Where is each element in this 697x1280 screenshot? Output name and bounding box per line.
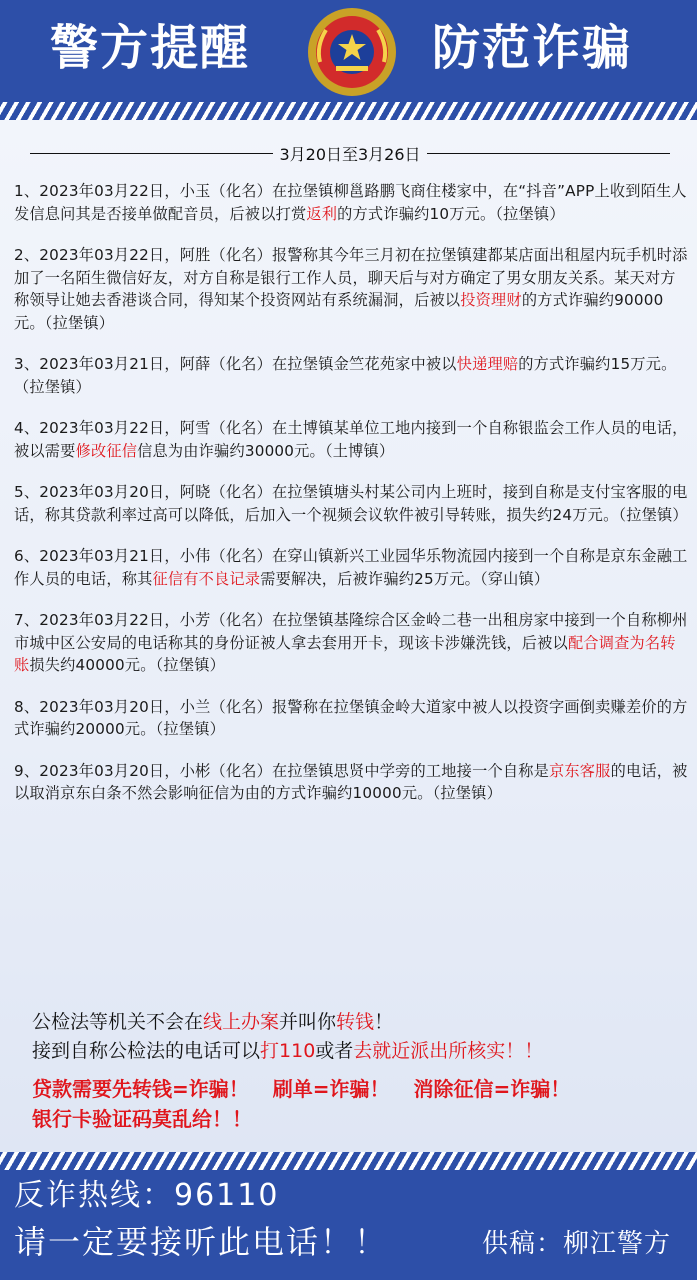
highlight-text: 征信有不良记录: [152, 569, 261, 588]
date-range-line: [30, 142, 670, 165]
case-text: 信息为由诈骗约30000元。（土博镇）: [137, 441, 395, 460]
header-left-title: 警方提醒: [50, 20, 251, 76]
case-text: 的方式诈骗约15万元。（拉堡镇）: [14, 355, 677, 396]
case-item: [14, 609, 689, 677]
warning-line: [32, 1037, 672, 1066]
warning-block: [32, 1008, 672, 1066]
right-rule: [427, 153, 670, 154]
header-right-title: 防范诈骗: [432, 20, 633, 76]
case-item: [14, 481, 689, 526]
case-text: 需要解决，后被诈骗约25万元。（穿山镇）: [260, 569, 550, 588]
top-stripe-divider: [0, 102, 697, 120]
date-range: 3月20日至3月26日: [279, 145, 421, 164]
case-item: [14, 180, 689, 225]
slogan-credit: 消除征信=诈骗！: [413, 1077, 571, 1101]
case-text: 5、2023年03月20日，阿晓（化名）在拉堡镇塘头村某公司内上班时，接到自称是支付宝客服的电话，称其贷款利率过高可以降低，后加入一个视频会议软件被引导转账，损失约24万元。（拉堡镇）: [14, 483, 688, 524]
warning-text: 并叫你: [279, 1011, 337, 1033]
case-item: [14, 244, 689, 334]
warning-text: 公检法等机关不会在: [32, 1011, 204, 1033]
highlight-text: 去就近派出所核实！！: [353, 1040, 544, 1062]
case-text: 4、2023年03月22日，阿雪（化名）在土博镇某单位工地内接到一个自称银监会工作人员的电话，被以需要: [14, 419, 688, 460]
case-text: 6、2023年03月21日，小伟（化名）在穿山镇新兴工业园华乐物流园内接到一个自称是京东金融工作人员的电话，称其: [14, 547, 688, 588]
highlight-text: 快递理赔: [456, 355, 519, 373]
warning-line: [32, 1008, 672, 1037]
highlight-text: 转钱: [336, 1011, 375, 1033]
warning-text: ！: [374, 1011, 394, 1033]
slogan-loan: 贷款需要先转钱=诈骗！: [32, 1077, 249, 1101]
case-item: [14, 696, 689, 741]
slogan-brush: 刷单=诈骗！: [272, 1077, 390, 1101]
highlight-text: 返利: [306, 204, 338, 223]
answer-call-text: 请一定要接听此电话！！: [14, 1223, 389, 1261]
header-banner: [0, 0, 697, 104]
hotline-text: 反诈热线：96110: [14, 1178, 280, 1213]
case-item: [14, 417, 689, 462]
case-item: [14, 760, 689, 805]
case-text: 3、2023年03月21日，阿薛（化名）在拉堡镇金竺花苑家中被以: [14, 355, 457, 373]
bottom-stripe-divider: [0, 1152, 697, 1170]
highlight-text: 打110: [260, 1040, 316, 1062]
case-text: 的方式诈骗约10万元。（拉堡镇）: [337, 204, 565, 223]
highlight-text: 京东客服: [549, 761, 611, 780]
case-item: [14, 353, 689, 398]
highlight-text: 配合调查为名转账: [14, 633, 676, 674]
case-item: [14, 545, 689, 590]
case-text: 7、2023年03月22日，小芳（化名）在拉堡镇基隆综合区金岭二巷一出租房家中接到一个自称柳州市城中区公安局的电话称其的身份证被人拿去套用开卡，现该卡涉嫌洗钱，后被以: [14, 611, 688, 652]
left-rule: [30, 153, 273, 154]
case-text: 的电话，被以取消京东白条不然会影响征信为由的方式诈骗约10000元。（拉堡镇）: [14, 761, 688, 802]
case-text: 2、2023年03月22日，阿胜（化名）报警称其今年三月初在拉堡镇建都某店面出租屋内玩手机时添加了一名陌生微信好友，对方自称是银行工作人员，聊天后与对方确定了男女朋友关系。某天对方称领导让她去香港谈合同，得知某个投资网站有系统漏洞，后被以: [14, 246, 688, 309]
highlight-text: 线上办案: [203, 1011, 280, 1033]
slogan-block: [32, 1074, 682, 1134]
source-credit: 供稿：柳江警方: [482, 1229, 672, 1259]
case-text: 1、2023年03月22日，小玉（化名）在拉堡镇柳邕路鹏飞商住楼家中，在“抖音”APP上收到陌生人发信息问其是否接单做配音员，后被以打赏: [14, 182, 687, 223]
highlight-text: 修改征信: [75, 441, 138, 460]
case-text: 8、2023年03月20日，小兰（化名）报警称在拉堡镇金岭大道家中被人以投资字画倒卖赚差价的方式诈骗约20000元。（拉堡镇）: [14, 697, 688, 738]
slogan-line-1: [32, 1074, 682, 1104]
police-emblem-icon: [306, 6, 398, 98]
case-text: 的方式诈骗约90000元。（拉堡镇）: [14, 291, 664, 332]
case-list: [14, 180, 689, 824]
highlight-text: 投资理财: [460, 291, 522, 309]
footer-banner: [0, 1170, 697, 1280]
case-text: 损失约40000元。（拉堡镇）: [29, 656, 225, 674]
notice-content: [0, 120, 697, 1152]
warning-text: 或者: [315, 1040, 354, 1062]
case-text: 9、2023年03月20日，小彬（化名）在拉堡镇思贤中学旁的工地接一个自称是: [14, 761, 550, 780]
slogan-line-2: 银行卡验证码莫乱给！！: [32, 1107, 252, 1131]
warning-text: 接到自称公检法的电话可以: [32, 1040, 261, 1062]
